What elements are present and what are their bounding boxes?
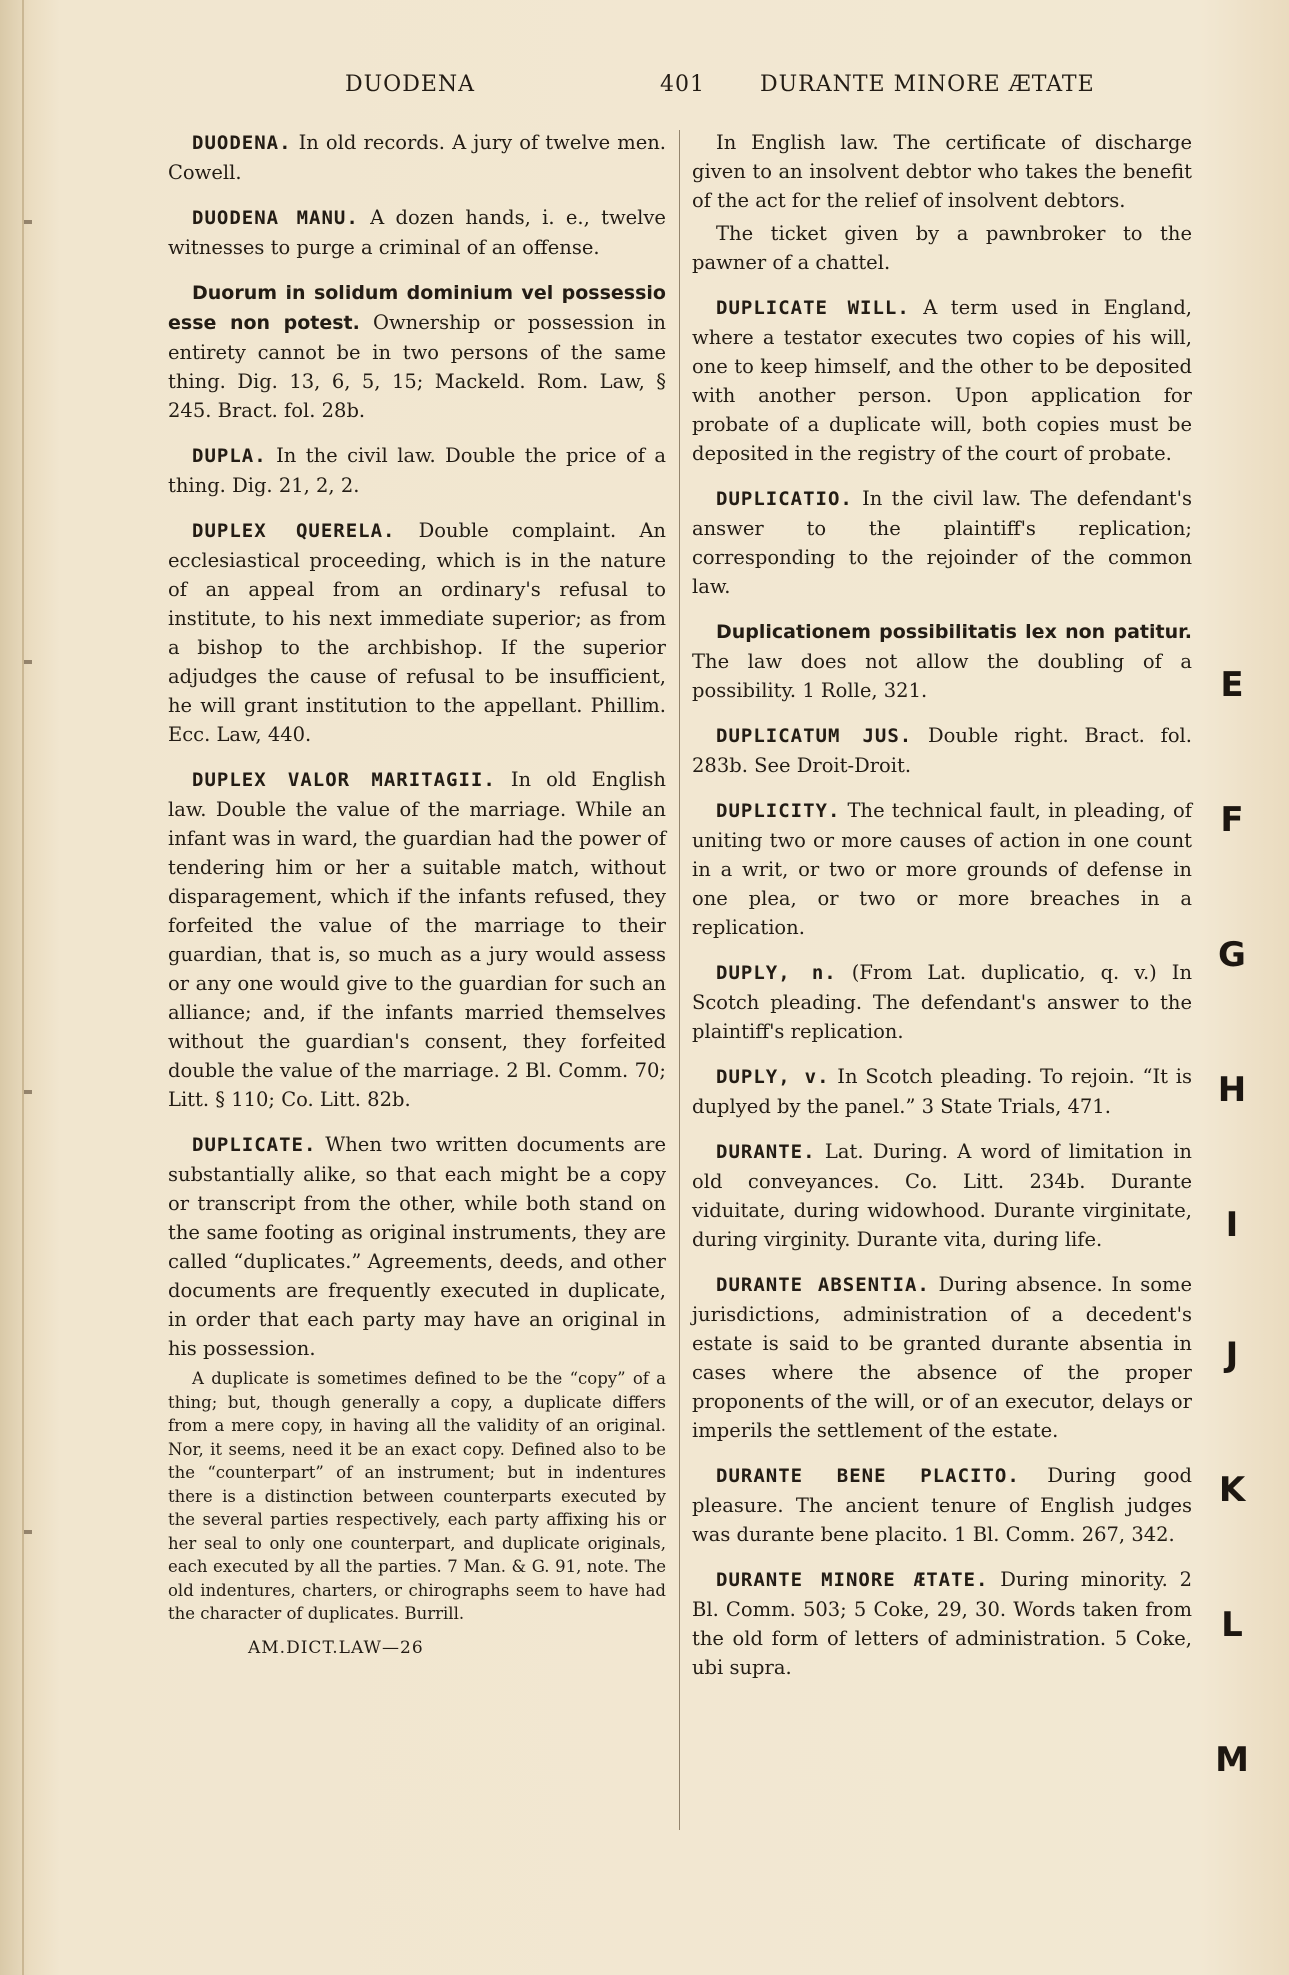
thumb-index-letter: K <box>1218 1470 1246 1510</box>
entry-duplicate-continued <box>692 128 1192 215</box>
entry-text: During absence. In some jurisdictions, administration of a decedent's estate is said to be granted durante absentia in cases where the absence of the proper proponents of the will, or of an executor, delays or imperils the settlement of the estate. <box>692 1273 1192 1442</box>
thumb-index-letter: G <box>1218 935 1246 975</box>
entry-duorum-maxim <box>168 278 666 425</box>
entry-duply-noun <box>692 958 1192 1046</box>
thumb-index-letter: M <box>1215 1740 1249 1780</box>
entry-duplicate-ticket <box>692 219 1192 277</box>
entry-headword: DUPLA. <box>192 445 267 467</box>
entry-headword: DUPLEX QUERELA. <box>192 520 396 542</box>
entry-text: During good pleasure. The ancient tenure of English judges was durante bene placito. 1 Bl. Comm. 267, 342. <box>692 1464 1193 1546</box>
entry-dupla <box>168 441 666 500</box>
entry-duplicate-will <box>692 293 1192 468</box>
column-divider <box>679 130 680 1830</box>
entry-text: In the civil law. The defendant's answer to the plaintiff's replication; corresponding to the rejoinder of the common law. <box>692 487 1192 598</box>
entry-headword: DURANTE MINORE ÆTATE. <box>716 1569 989 1591</box>
entry-text: Double right. Bract. fol. 283b. See Droit-Droit. <box>692 724 1192 777</box>
entry-text: A term used in England, where a testator executes two copies of his will, one to keep himself, and the other to be deposited with another person. Upon application for probate of a duplicate will, both copies must be deposited in the registry of the court of probate. <box>692 296 1192 465</box>
margin-mark <box>24 660 32 664</box>
entry-duplicity <box>692 796 1192 942</box>
margin-mark <box>24 1090 32 1094</box>
entry-headword: DUODENA MANU. <box>192 207 359 229</box>
entry-headword: DUPLY, v. <box>716 1066 830 1088</box>
entry-headword: DUPLICITY. <box>716 800 841 822</box>
entry-text: Ownership or possession in entirety cannot be in two persons of the same thing. Dig. 13, 6, 5, 15; Mackeld. Rom. Law, § 245. Bract. fol. 28b. <box>168 311 666 422</box>
entry-text: In the civil law. Double the price of a thing. Dig. 21, 2, 2. <box>168 444 666 497</box>
entry-duplicationem-maxim <box>692 617 1192 705</box>
entry-text: In Scotch pleading. To rejoin. “It is duplyed by the panel.” 3 State Trials, 471. <box>692 1065 1192 1118</box>
entry-durante <box>692 1137 1192 1254</box>
thumb-index-letter: J <box>1225 1335 1239 1375</box>
right-column <box>692 128 1192 1698</box>
entry-text: In English law. The certificate of discharge given to an insolvent debtor who takes the benefit of the act for the relief of insolvent debtors. <box>692 131 1192 212</box>
entry-duodena-manu <box>168 203 666 262</box>
margin-mark <box>24 220 32 224</box>
entry-headword: DUPLY, n. <box>716 962 837 984</box>
entry-text: The law does not allow the doubling of a possibility. 1 Rolle, 321. <box>692 650 1192 702</box>
entry-headword: DUODENA. <box>192 132 292 154</box>
entry-duplicatio <box>692 484 1192 601</box>
entry-text: The ticket given by a pawnbroker to the pawner of a chattel. <box>692 222 1192 274</box>
entry-duplicatum-jus <box>692 721 1192 780</box>
entry-text: In old English law. Double the value of the marriage. While an infant was in ward, the guardian had the power of tendering him or her a suitable match, without disparagement, which if the infants refused, they forfeited the value of the marriage to their guardian, that is, so much as a jury would assess or any one would give to the guardian for such an alliance; and, if the infants married themselves without the guardian's consent, they forfeited double the value of the marriage. 2 Bl. Comm. 70; Litt. § 110; Co. Litt. 82b. <box>168 768 666 1111</box>
entry-text: A dozen hands, i. e., twelve witnesses to purge a criminal of an offense. <box>168 206 666 259</box>
entry-durante-minore-aetate <box>692 1565 1192 1682</box>
entry-duplex-valor <box>168 765 666 1114</box>
entry-headword: DURANTE BENE PLACITO. <box>716 1465 1020 1487</box>
maxim-text: Duplicationem possibilitatis lex non patitur. <box>716 621 1192 643</box>
running-head <box>160 72 1200 112</box>
entry-text: Double complaint. An ecclesiastical proceeding, which is in the nature of an appeal from an ordinary's refusal to institute, to his next immediate superior; as from a bishop to the archbishop. If the superior adjudges the cause of refusal to be insufficient, he will grant institution to the appellant. Phillim. Ecc. Law, 440. <box>168 519 666 746</box>
entry-headword: DURANTE ABSENTIA. <box>716 1274 930 1296</box>
entry-duplex-querela <box>168 516 666 749</box>
thumb-index-letter: I <box>1225 1205 1239 1245</box>
entry-headword: DUPLICATUM JUS. <box>716 725 913 747</box>
entry-duply-verb <box>692 1062 1192 1121</box>
thumb-index-letter: L <box>1221 1605 1243 1645</box>
maxim-text: Duorum in solidum dominium vel possessio esse non potest. <box>168 282 666 334</box>
entry-text: In old records. A jury of twelve men. Cowell. <box>168 131 666 184</box>
entry-text: Lat. During. A word of limitation in old conveyances. Co. Litt. 234b. Durante viduitate, during widowhood. Durante virginitate, during virginity. Durante vita, during life. <box>692 1140 1192 1251</box>
signature-mark: AM.DICT.LAW—26 <box>248 1637 424 1658</box>
left-column <box>168 128 666 1680</box>
running-head-left: DUODENA <box>345 72 476 97</box>
entry-headword: DUPLICATE WILL. <box>716 297 910 319</box>
page-number: 401 <box>660 72 705 97</box>
entry-headword: DUPLEX VALOR MARITAGII. <box>192 769 496 791</box>
entry-headword: DURANTE. <box>716 1141 816 1163</box>
gutter-line <box>22 0 24 1975</box>
entry-text: When two written documents are substantially alike, so that each might be a copy or transcript from the other, while both stand on the same footing as original instruments, they are called “duplicates.” Agreements, deeds, and other documents are frequently executed in duplicate, in order that each party may have an original in his possession. <box>168 1133 666 1360</box>
margin-mark <box>24 1530 32 1534</box>
thumb-index-letter: F <box>1220 800 1244 840</box>
running-head-right: DURANTE MINORE ÆTATE <box>760 72 1095 97</box>
entry-durante-bene-placito <box>692 1461 1192 1549</box>
entry-headword: DUPLICATE. <box>192 1134 317 1156</box>
entry-durante-absentia <box>692 1270 1192 1445</box>
entry-text: During minority. 2 Bl. Comm. 503; 5 Coke, 29, 30. Words taken from the old form of letters of administration. 5 Coke, ubi supra. <box>692 1568 1193 1679</box>
entry-text: (From Lat. duplicatio, q. v.) In Scotch pleading. The defendant's answer to the plaintiff's replication. <box>692 961 1193 1043</box>
thumb-index-letter: H <box>1217 1070 1247 1110</box>
entry-headword: DUPLICATIO. <box>716 488 853 510</box>
entry-text: The technical fault, in pleading, of uniting two or more causes of action in one count in a writ, or two or more grounds of defense in one plea, or two or more breaches in a replication. <box>692 799 1192 939</box>
entry-duodena <box>168 128 666 187</box>
thumb-index-letter: E <box>1220 665 1244 705</box>
entry-duplicate <box>168 1130 666 1363</box>
duplicate-note: A duplicate is sometimes defined to be the “copy” of a thing; but, though generally a copy, a duplicate differs from a mere copy, in having all the validity of an original. Nor, it seems, need it be an exact copy. Defined also to be the “counterpart” of an instrument; but in indentures there is a distinction between counterparts executed by the several parties respectively, each party affixing his or her seal to only one counterpart, and duplicate originals, each executed by all the parties. 7 Man. & G. 91, note. The old indentures, charters, or chirographs seem to have had the character of duplicates. Burrill. <box>168 1369 666 1623</box>
